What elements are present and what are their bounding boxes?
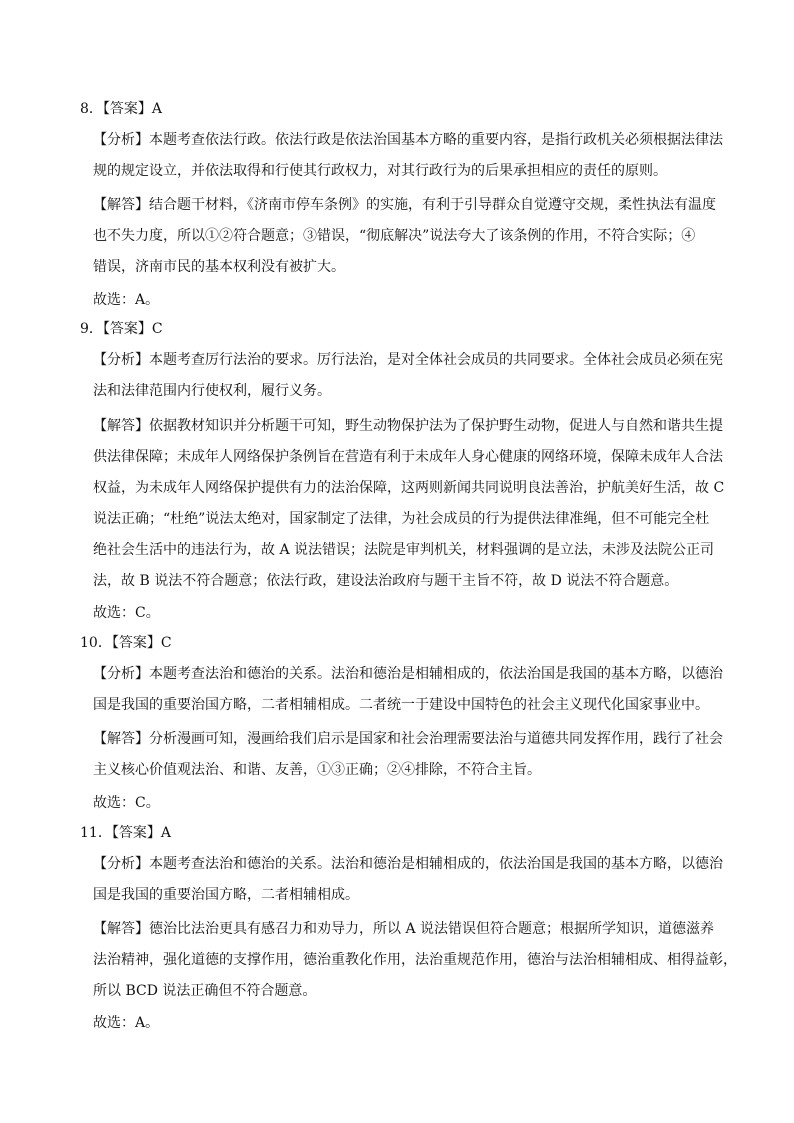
answer-line [80,320,163,338]
solution-text: 依据教材知识并分析题干可知，野生动物保护法为了保护野生动物，促进人与自然和谐共生提 [149,418,723,434]
analysis-tag: 【分析】 [93,352,149,368]
solution-text: 德治比法治更具有感召力和劝导力，所以 A 说法错误但符合题意；根据所学知识，道德滋养 [149,921,715,937]
answer-line [80,634,172,652]
solution-text: 分析漫画可知，漫画给我们启示是国家和社会治理需要法治与道德共同发挥作用，践行了社会 [149,731,723,747]
choice-line: 故选：A。 [93,292,160,308]
choice-line: 故选：C。 [93,605,160,621]
analysis-text: 本题考查依法行政。依法行政是依法治国基本方略的重要内容，是指行政机关必须根据法律法 [149,132,723,148]
analysis-line [93,131,723,149]
answer-tag: 【答案】 [102,321,152,337]
solution-tag: 【解答】 [93,197,149,213]
solution-tag: 【解答】 [93,731,149,747]
analysis-text: 本题考查厉行法治的要求。厉行法治，是对全体社会成员的共同要求。全体社会成员必须在宪 [149,352,723,368]
answer-tag: 【答案】 [111,825,161,841]
answer-tag: 【答案】 [102,101,152,117]
solution-line [93,196,716,214]
solution-text: 错误，济南市民的基本权利没有被扩大。 [93,259,345,275]
solution-text: 绝社会生活中的违法行为，故 A 说法错误；法院是审判机关，材料强调的是立法，未涉及法院公正司 [93,542,715,558]
question-number: 9． [80,321,103,337]
solution-text: 法治精神，强化道德的支撑作用，德治重教化作用，法治重规范作用，德治与法治相辅相成、相得益彰， [93,952,737,968]
solution-text: 供法律保障；未成年人网络保护条例旨在营造有利于未成年人身心健康的网络环境，保障未成年人合法 [93,449,723,465]
solution-text: 权益，为未成年人网络保护提供有力的法治保障，这两则新闻共同说明良法善治，护航美好生活，故 C [93,480,725,496]
choice-line: 故选：C。 [93,795,160,811]
analysis-line [93,665,723,683]
solution-text: 所以 BCD 说法正确但不符合题意。 [93,983,317,999]
analysis-text: 规的规定设立，并依法取得和行使其行政权力，对其行政行为的后果承担相应的责任的原则。 [93,163,667,179]
solution-tag: 【解答】 [93,921,149,937]
analysis-tag: 【分析】 [93,856,149,872]
answer-tag: 【答案】 [111,635,161,651]
answer-value: A [151,101,163,117]
answer-value: C [160,635,172,651]
analysis-text: 法和法律范围内行使权利，履行义务。 [93,383,331,399]
analysis-text: 本题考查法治和德治的关系。法治和德治是相辅相成的，依法治国是我国的基本方略，以德治 [149,666,723,682]
answer-value: C [151,321,163,337]
answer-value: A [160,825,171,841]
solution-text: 法，故 B 说法不符合题意；依法行政，建设法治政府与题干主旨不符，故 D 说法不符合题意。 [93,573,679,589]
answer-line [80,100,162,118]
solution-text: 也不失力度，所以①②符合题意；③错误，“彻底解决”说法夸大了该条例的作用，不符合实际；④ [93,228,696,244]
analysis-tag: 【分析】 [93,132,149,148]
solution-line [93,920,714,938]
analysis-line [93,855,723,873]
analysis-line [93,351,723,369]
analysis-text: 国是我国的重要治国方略，二者相辅相成。二者统一于建设中国特色的社会主义现代化国家事业中。 [93,697,709,713]
solution-tag: 【解答】 [93,418,149,434]
analysis-tag: 【分析】 [93,666,149,682]
solution-text: 说法正确；“杜绝”说法太绝对，国家制定了法律，为社会成员的行为提供法律准绳，但不可能完全杜 [93,511,710,527]
question-number: 8． [80,101,103,117]
answer-line [80,824,171,842]
question-number: 11． [80,825,112,841]
solution-line [93,417,723,435]
analysis-text: 本题考查法治和德治的关系。法治和德治是相辅相成的，依法治国是我国的基本方略，以德治 [149,856,723,872]
analysis-text: 国是我国的重要治国方略，二者相辅相成。 [93,887,359,903]
solution-text: 主义核心价值观法治、和谐、友善，①③正确；②④排除，不符合主旨。 [93,762,541,778]
question-number: 10． [80,635,112,651]
choice-line: 故选：A。 [93,1015,160,1031]
solution-text: 结合题干材料，《济南市停车条例》的实施，有利于引导群众自觉遵守交规，柔性执法有温度 [149,197,716,213]
solution-line [93,730,723,748]
